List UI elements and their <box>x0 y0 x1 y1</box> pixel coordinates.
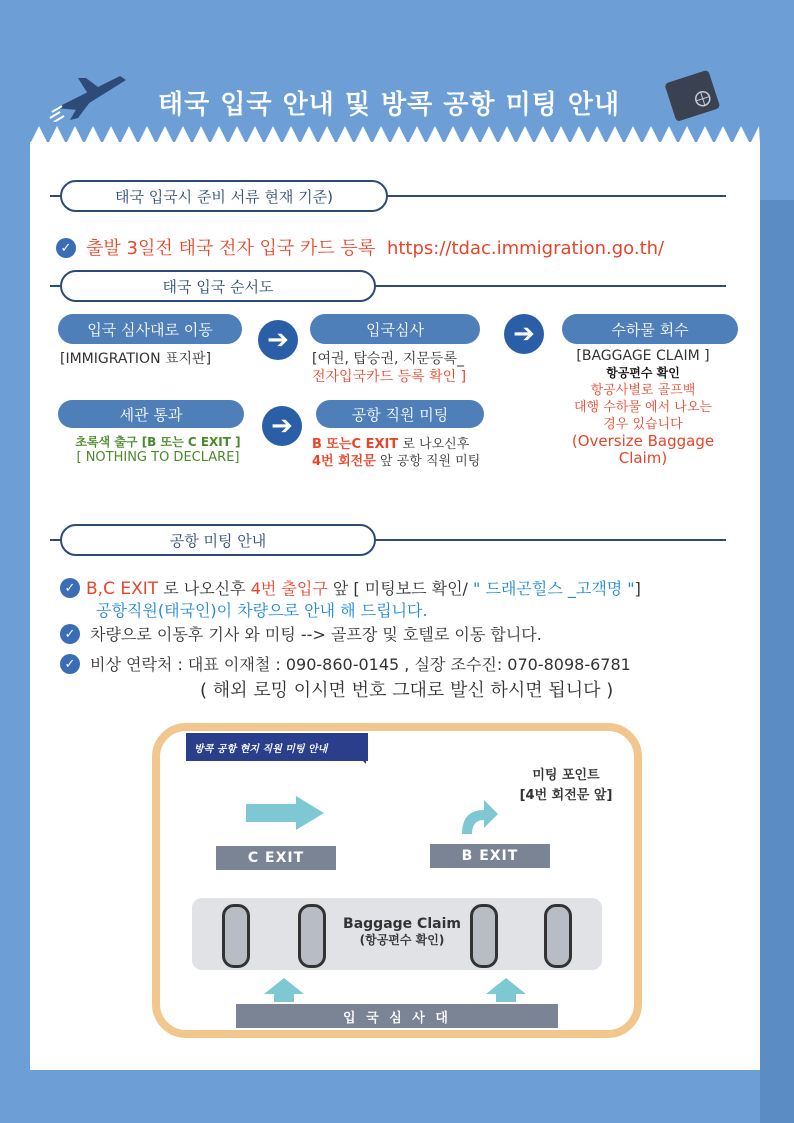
baggage-claim-label <box>322 916 482 948</box>
step-immigration-check: 입국심사 <box>310 314 480 344</box>
step-baggage-desc-2: 항공편수 확인 <box>606 366 680 380</box>
staff-meeting-text-2: 앞 공항 직원 미팅 <box>375 454 481 469</box>
c-exit-label: C EXIT <box>216 846 336 870</box>
banner-tail <box>356 754 366 764</box>
step-immigration-check-desc-2: 전자입국카드 등록 확인 ] <box>312 369 467 385</box>
arrow-right-icon: ➔ <box>262 406 302 446</box>
step-baggage-desc-7: Claim) <box>618 449 668 467</box>
baggage-claim-line-1: Baggage Claim <box>343 916 461 932</box>
meeting-line-2: 공항직원(태국인)이 차량으로 안내 해 드립니다. <box>96 601 428 620</box>
meeting-board-name: " 드래곤힐스 _고객명 " <box>473 579 635 598</box>
airplane-icon <box>48 66 128 122</box>
staff-meeting-exit: B 또는C EXIT <box>312 437 399 452</box>
check-icon: ✓ <box>60 578 80 598</box>
meeting-point-label <box>500 766 632 806</box>
meeting-point-line-1: 미팅 포인트 <box>532 768 600 783</box>
roaming-note: ( 해외 로밍 이시면 번호 그대로 발신 하시면 됩니다 ) <box>200 680 614 701</box>
meeting-door: 4번 출입구 <box>250 579 328 598</box>
staff-meeting-text-1: 로 나오신후 <box>398 437 470 452</box>
meeting-text-c: ] <box>634 579 641 598</box>
meeting-line-1 <box>86 576 641 599</box>
step-baggage-desc-4: 대행 수하물 에서 나오는 <box>574 400 712 415</box>
turn-arrow-icon <box>458 796 498 834</box>
step-customs-desc-1: 초록색 출구 [B 또는 C EXIT ] <box>75 435 241 449</box>
step-immigration-check-desc-1: [여권, 탑승권, 지문등록_ <box>312 351 464 367</box>
check-icon: ✓ <box>56 238 76 258</box>
arrow-right-icon: ➔ <box>258 320 298 360</box>
passport-icon <box>660 70 724 126</box>
step-staff-meeting: 공항 직원 미팅 <box>316 400 484 428</box>
step-baggage-desc-1: [BAGGAGE CLAIM ] <box>576 348 710 364</box>
section-heading-flow: 태국 입국 순서도 <box>60 270 376 302</box>
decorative-stripe <box>760 200 794 1123</box>
step-immigration-move-desc: [IMMIGRATION 표지판] <box>60 351 212 367</box>
baggage-claim-line-2: (항공편수 확인) <box>359 933 445 947</box>
map-banner: 방콕 공항 현지 직원 미팅 안내 <box>186 733 368 761</box>
baggage-belt <box>544 904 572 968</box>
step-baggage-desc-5: 경우 있습니다 <box>603 417 683 432</box>
meeting-text-a: 로 나오신후 <box>158 579 251 598</box>
step-staff-meeting-desc <box>312 436 480 470</box>
check-icon: ✓ <box>60 654 80 674</box>
etdac-url[interactable]: https://tdac.immigration.go.th/ <box>386 238 665 259</box>
section-heading-documents: 태국 입국시 준비 서류 현재 기준) <box>60 180 388 212</box>
baggage-belt <box>222 904 250 968</box>
step-baggage-desc <box>548 348 738 467</box>
arrow-up-icon <box>486 978 526 1002</box>
meeting-exit: B,C EXIT <box>86 579 159 599</box>
step-immigration-check-desc <box>312 350 466 386</box>
step-customs: 세관 통과 <box>58 400 244 428</box>
page-title: 태국 입국 안내 및 방콕 공항 미팅 안내 <box>158 90 621 120</box>
arrow-right-icon <box>246 796 326 830</box>
staff-meeting-door: 4번 회전문 <box>312 454 376 469</box>
b-exit-label: B EXIT <box>430 844 550 868</box>
check-icon: ✓ <box>60 624 80 644</box>
step-baggage-desc-3: 항공사별로 골프백 <box>590 383 696 398</box>
section-heading-meeting: 공항 미팅 안내 <box>60 524 376 556</box>
step-baggage: 수하물 회수 <box>562 314 738 344</box>
etdac-label: 출발 3일전 태국 전자 입국 카드 등록 <box>86 238 376 259</box>
arrow-up-icon <box>264 978 304 1002</box>
meeting-line-3: 차량으로 이동후 기사 와 미팅 --> 골프장 및 호텔로 이동 합니다. <box>90 625 542 644</box>
meeting-text-b: 앞 [ 미팅보드 확인/ <box>327 579 474 598</box>
arrow-right-icon: ➔ <box>504 314 544 354</box>
step-baggage-desc-6: (Oversize Baggage <box>571 432 715 450</box>
immigration-counter-label: 입 국 심 사 대 <box>236 1004 558 1028</box>
emergency-contact: 비상 연락처 : 대표 이재철 : 090-860-0145 , 실장 조수진: 070-8098-6781 <box>90 655 631 674</box>
meeting-point-line-2: [4번 회전문 앞] <box>519 788 613 803</box>
step-immigration-move: 입국 심사대로 이동 <box>58 314 242 344</box>
step-customs-desc-2: [ NOTHING TO DECLARE] <box>76 450 240 465</box>
etdac-notice <box>86 234 664 260</box>
step-customs-desc <box>58 434 258 466</box>
